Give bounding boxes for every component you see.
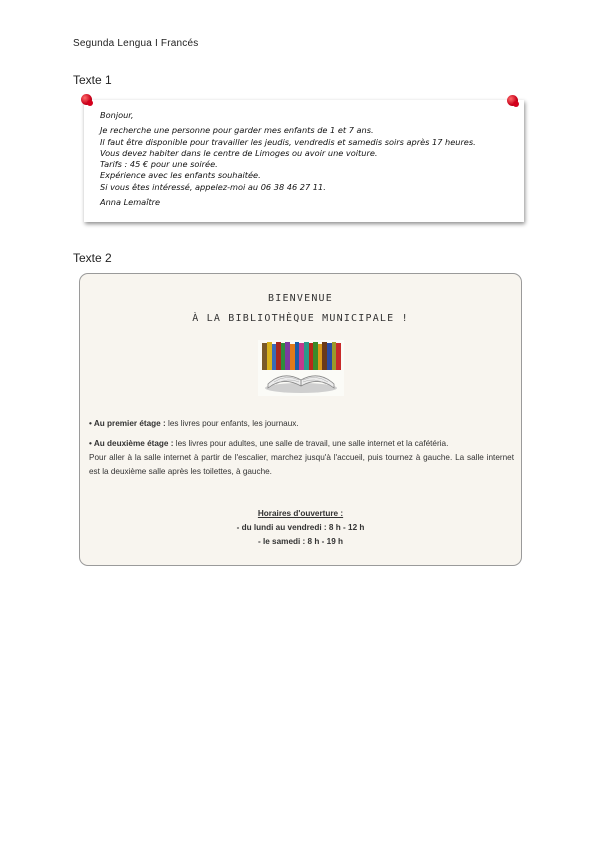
panel-body — [89, 417, 514, 485]
floor1-paragraph — [89, 417, 514, 431]
texte1-label: Texte 1 — [73, 73, 112, 87]
floor1-text: les livres pour enfants, les journaux. — [165, 419, 299, 428]
library-panel — [79, 273, 522, 566]
note-line: Si vous êtes intéressé, appelez-moi au 06 38 46 27 11. — [100, 181, 326, 192]
note-line: Bonjour, — [100, 110, 134, 120]
hours-title: Horaires d'ouverture : — [257, 509, 344, 518]
document-header: Segunda Lengua I Francés — [73, 38, 199, 49]
hours-saturday: - le samedi : 8 h - 19 h — [257, 537, 344, 546]
texte2-label: Texte 2 — [73, 251, 112, 265]
opening-hours — [80, 507, 521, 549]
floor2-text: les livres pour adultes, une salle de travail, une salle internet et la cafétéria. — [173, 439, 449, 448]
books-illustration-icon — [258, 340, 344, 396]
panel-subtitle: À LA BIBLIOTHÈQUE MUNICIPALE ! — [192, 313, 409, 324]
note-text — [100, 110, 476, 208]
floor2-paragraph — [89, 437, 514, 451]
note-card — [84, 100, 524, 222]
directions-paragraph: Pour aller à la salle internet à partir de l'escalier, marchez jusqu'à l'accueil, puis tournez à gauche. La salle internet est la deuxième salle après les toilettes, à gauche. — [89, 453, 514, 476]
floor1-label: • Au premier étage : — [89, 419, 166, 428]
panel-title: BIENVENUE — [268, 293, 333, 304]
note-line: Il faut être disponible pour travailler les jeudis, vendredis et samedis soirs après 17 heures. — [100, 136, 476, 147]
note-line: Je recherche une personne pour garder mes enfants de 1 et 7 ans. — [100, 125, 374, 136]
note-line: Expérience avec les enfants souhaitée. — [100, 170, 261, 181]
floor2-label: • Au deuxième étage : — [89, 439, 174, 448]
pushpin-icon — [81, 94, 92, 105]
hours-weekdays: - du lundi au vendredi : 8 h - 12 h — [236, 523, 365, 532]
note-line: Vous devez habiter dans le centre de Limoges ou avoir une voiture. — [100, 147, 378, 158]
note-signature: Anna Lemaître — [100, 197, 161, 208]
note-line: Tarifs : 45 € pour une soirée. — [100, 159, 218, 170]
pushpin-icon — [507, 95, 518, 106]
